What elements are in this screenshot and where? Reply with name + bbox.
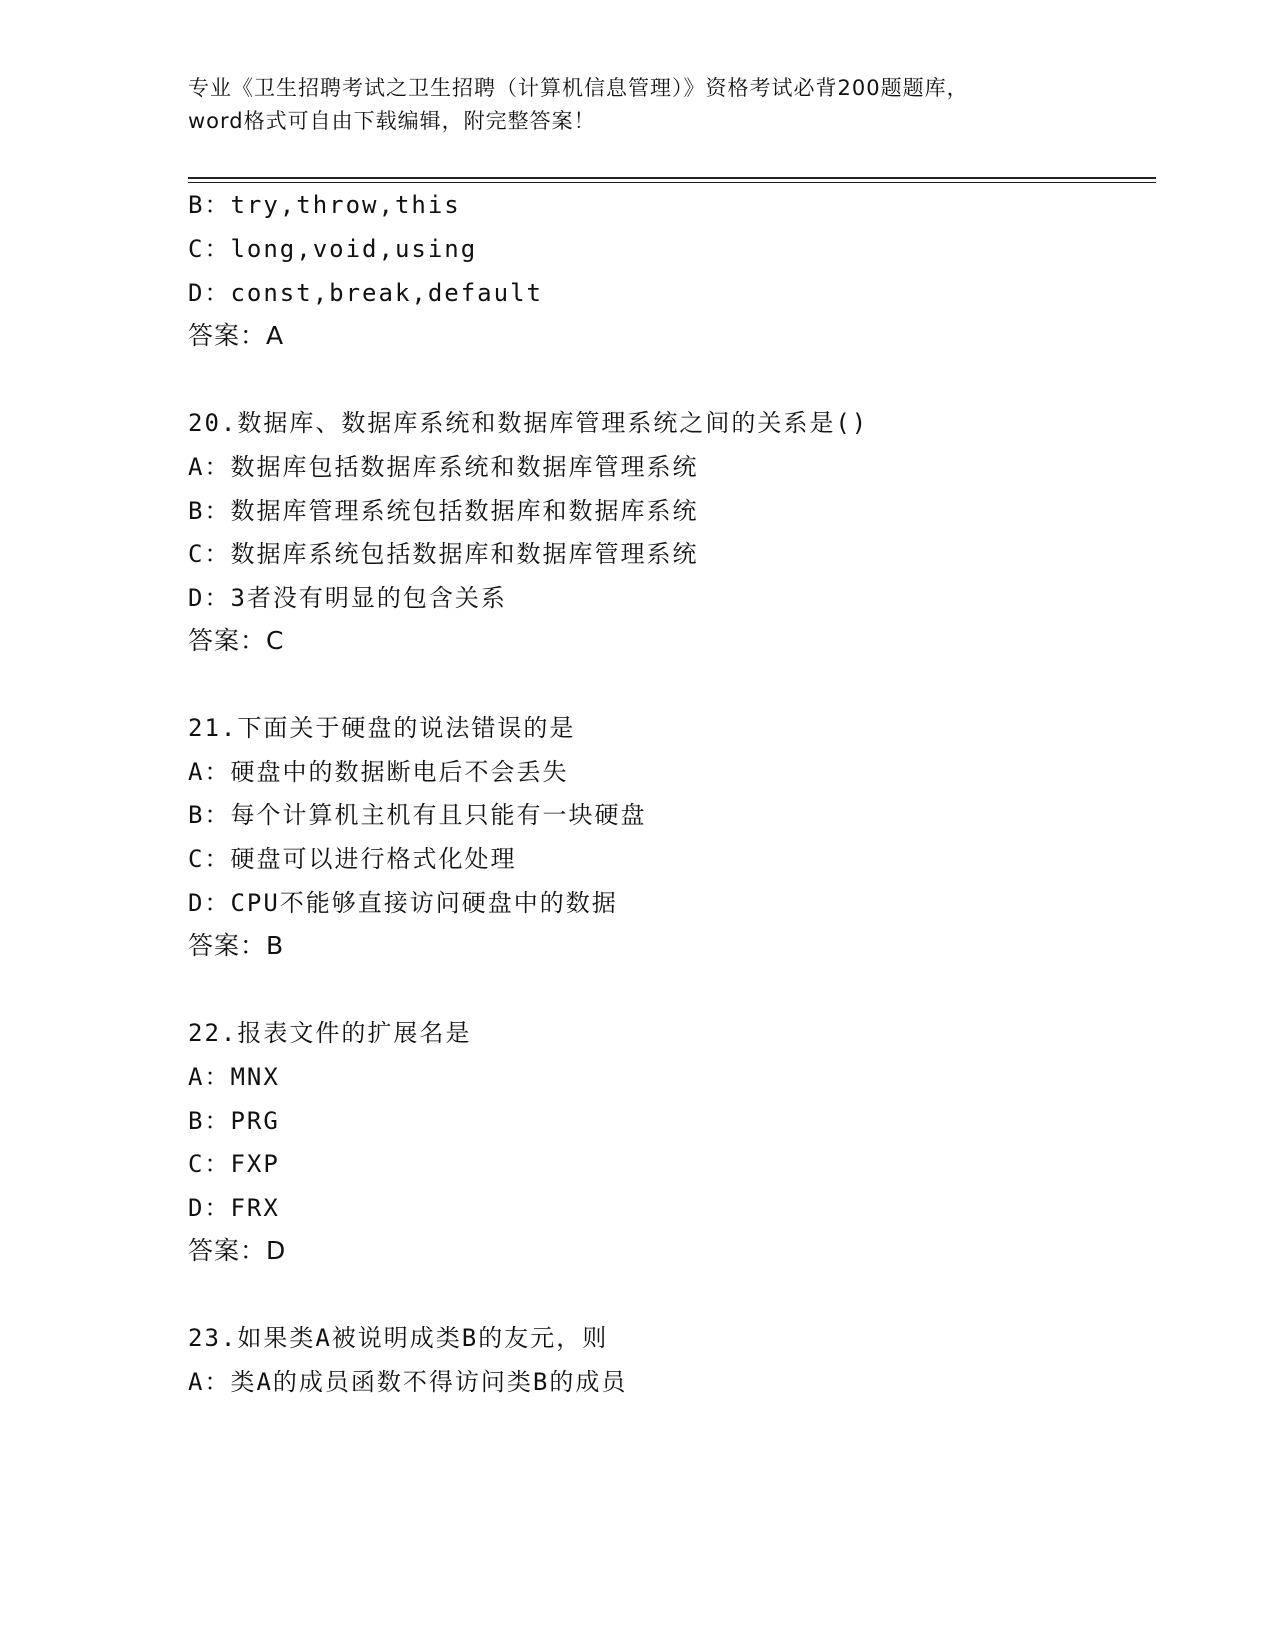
question-line: 20.数据库、数据库系统和数据库管理系统之间的关系是() <box>188 409 869 437</box>
option-line: B：try,throw,this <box>188 191 461 219</box>
option-line: D：const,break,default <box>188 279 543 307</box>
option-line: C：FXP <box>188 1150 280 1178</box>
option-line: D：FRX <box>188 1194 280 1222</box>
option-line: A：数据库包括数据库系统和数据库管理系统 <box>188 453 699 481</box>
answer-line: 答案：C <box>188 626 285 655</box>
option-line: C：硬盘可以进行格式化处理 <box>188 845 517 873</box>
answer-line: 答案：B <box>188 931 285 960</box>
question-line: 23.如果类A被说明成类B的友元，则 <box>188 1324 609 1352</box>
question-line: 22.报表文件的扩展名是 <box>188 1019 472 1047</box>
option-line: D：CPU不能够直接访问硬盘中的数据 <box>188 889 618 917</box>
option-line: B：每个计算机主机有且只能有一块硬盘 <box>188 801 647 829</box>
answer-line: 答案：A <box>188 321 285 350</box>
answer-line: 答案：D <box>188 1236 287 1265</box>
question-line: 21.下面关于硬盘的说法错误的是 <box>188 714 576 742</box>
option-line: C：数据库系统包括数据库和数据库管理系统 <box>188 540 699 568</box>
header-divider <box>188 177 1156 183</box>
header-title-line-2: word格式可自由下载编辑，附完整答案！ <box>188 109 596 133</box>
option-line: A：MNX <box>188 1063 280 1091</box>
option-line: A：类A的成员函数不得访问类B的成员 <box>188 1368 628 1396</box>
option-line: C：long,void,using <box>188 235 478 263</box>
option-line: B：数据库管理系统包括数据库和数据库系统 <box>188 497 699 525</box>
document-header <box>188 72 1088 138</box>
option-line: A：硬盘中的数据断电后不会丢失 <box>188 758 569 786</box>
option-line: B：PRG <box>188 1107 280 1135</box>
header-title-line-1: 专业《卫生招聘考试之卫生招聘（计算机信息管理）》资格考试必背200题题库， <box>188 76 969 100</box>
option-line: D：3者没有明显的包含关系 <box>188 584 507 612</box>
